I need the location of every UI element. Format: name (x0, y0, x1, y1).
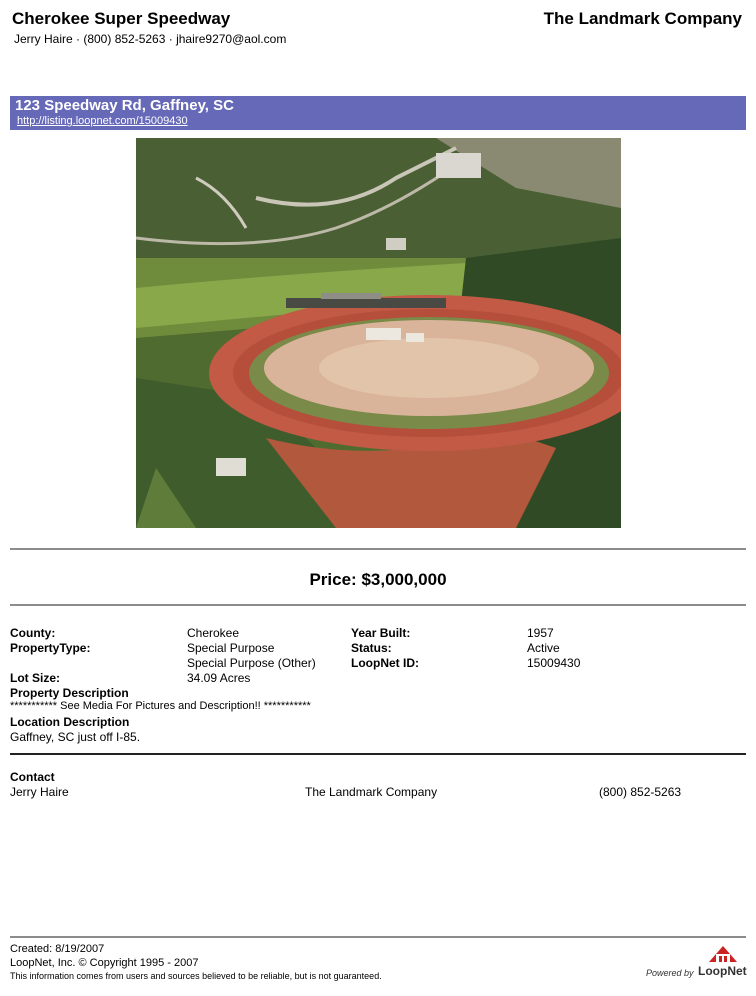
price: Price: $3,000,000 (309, 570, 447, 589)
copyright: LoopNet, Inc. © Copyright 1995 - 2007 (10, 957, 199, 969)
county-label: County: (10, 626, 56, 640)
location-description-text: Gaffney, SC just off I-85. (10, 730, 141, 744)
loopnet-id-label: LoopNet ID: (351, 656, 419, 670)
status-label: Status: (351, 641, 392, 655)
powered-by-text: Powered by (646, 968, 694, 978)
property-description-text: *********** See Media For Pictures and Description!! *********** (10, 700, 311, 712)
listing-url-link[interactable]: http://listing.loopnet.com/15009430 (17, 115, 188, 127)
property-subtype-value: Special Purpose (Other) (187, 656, 316, 670)
listing-title: Cherokee Super Speedway (12, 9, 231, 28)
divider-price (10, 604, 746, 606)
lot-size-value: 34.09 Acres (187, 671, 251, 685)
location-description-heading: Location Description (10, 715, 130, 729)
county-value: Cherokee (187, 626, 240, 640)
contact-phone: (800) 852-5263 (599, 785, 682, 799)
property-address: 123 Speedway Rd, Gaffney, SC (15, 97, 234, 114)
divider-footer (10, 936, 746, 938)
property-description-heading: Property Description (10, 686, 129, 700)
loopnet-logo-icon (706, 943, 740, 963)
loopnet-id-value: 15009430 (527, 656, 581, 670)
created-date: Created: 8/19/2007 (10, 943, 105, 955)
property-type-label: PropertyType: (10, 641, 91, 655)
year-built-label: Year Built: (351, 626, 411, 640)
year-built-value: 1957 (527, 626, 554, 640)
disclaimer: This information comes from users and sources believed to be reliable, but is not guaranteed. (10, 971, 382, 981)
aerial-photo-illustration (136, 138, 621, 528)
contact-name: Jerry Haire (10, 785, 69, 799)
divider-contact (10, 753, 746, 755)
contact-heading: Contact (10, 770, 55, 784)
divider-top (10, 548, 746, 550)
property-aerial-photo (136, 138, 621, 528)
loopnet-logo (646, 943, 746, 983)
property-type-value: Special Purpose (187, 641, 275, 655)
lot-size-label: Lot Size: (10, 671, 60, 685)
status-value: Active (527, 641, 560, 655)
contact-company: The Landmark Company (305, 785, 438, 799)
address-banner (10, 96, 746, 130)
agent-contact-line: Jerry Haire · (800) 852-5263 · jhaire9270@aol.com (14, 32, 287, 46)
broker-company: The Landmark Company (543, 9, 742, 28)
loopnet-brand-text: LoopNet (698, 964, 747, 978)
